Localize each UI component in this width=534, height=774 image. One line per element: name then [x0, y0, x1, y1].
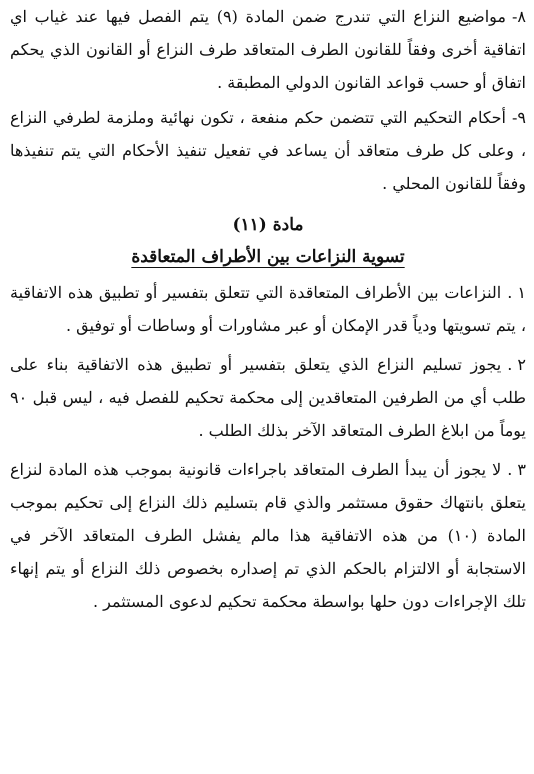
paragraph-item-8: [10, 0, 526, 99]
item-number: ٩-: [512, 108, 526, 127]
clause-text: النزاعات بين الأطراف المتعاقدة التي تتعلق بتفسير أو تطبيق هذه الاتفاقية ، يتم تسويتها ودياً قدر الإمكان أو عبر مشاورات أو وساطات أو توفيق .: [10, 283, 526, 335]
clause-text: لا يجوز أن يبدأ الطرف المتعاقد باجراءات قانونية بموجب هذه المادة لنزاع يتعلق بانتهاك حقوق مستثمر والذي قام بتسليم ذلك النزاع إلى تحكيم بموجب المادة (١٠) من هذه الاتفاقية هذا مالم يفشل الطرف المتعاقد الآخر في الاستجابة أو الالتزام بالحكم الذي تم إصداره بخصوص ذلك النزاع أو يتم إنهاء تلك الإجراءات دون حلها بواسطة محكمة تحكيم لدعوى المستثمر .: [10, 460, 526, 611]
item-text: أحكام التحكيم التي تتضمن حكم منفعة ، تكون نهائية وملزمة لطرفي النزاع ، وعلى كل طرف متعاقد أن يساعد في تفعيل تنفيذ الأحكام التي يتم تنفيذها وفقاً للقانون المحلي .: [10, 108, 526, 193]
paragraph-item-9: [10, 101, 526, 200]
clause-number: ٣ .: [507, 460, 526, 479]
clause-2: [10, 348, 526, 447]
article-title: [10, 242, 526, 272]
item-text: مواضيع النزاع التي تندرج ضمن المادة (٩) يتم الفصل فيها عند غياب اي اتفاقية أخرى وفقاً للقانون الطرف المتعاقد طرف النزاع أو القانون الذي يحكم اتفاق أو حسب قواعد القانون الدولي المطبقة .: [10, 7, 526, 92]
clause-3: [10, 453, 526, 618]
article-title-text: تسوية النزاعات بين الأطراف المتعاقدة: [131, 247, 405, 267]
article-heading: مادة (١١): [232, 215, 304, 235]
clause-number: ٢ .: [507, 355, 526, 374]
clause-text: يجوز تسليم النزاع الذي يتعلق بتفسير أو تطبيق هذه الاتفاقية بناء على طلب أي من الطرفين المتعاقدين إلى محكمة تحكيم للفصل فيه ، ليس قبل ٩٠ يوماً من ابلاغ الطرف المتعاقد الآخر بذلك الطلب .: [10, 355, 526, 440]
item-number: ٨-: [512, 7, 527, 26]
clause-1: [10, 276, 526, 342]
clause-number: ١ .: [507, 283, 526, 302]
